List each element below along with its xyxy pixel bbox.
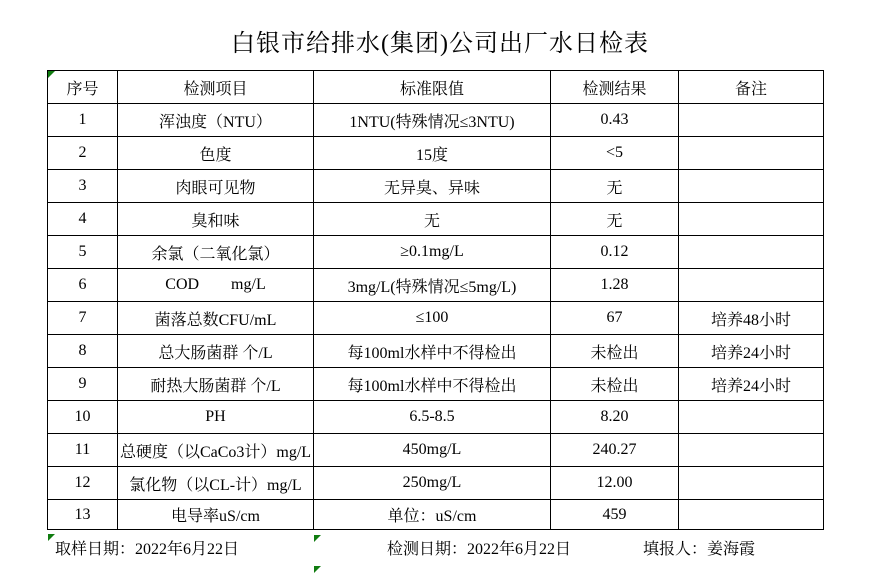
cell-item[interactable]: 臭和味 (118, 203, 314, 236)
table-row (48, 203, 824, 236)
cell-limit[interactable]: 无 (314, 203, 551, 236)
cell-note[interactable] (679, 203, 824, 236)
cell-note[interactable] (679, 137, 824, 170)
column-header-item[interactable]: 检测项目 (118, 71, 314, 104)
cell-result[interactable]: 12.00 (551, 467, 679, 500)
cell-limit[interactable]: 450mg/L (314, 434, 551, 467)
header-row (48, 71, 824, 104)
cell-limit[interactable]: 单位：uS/cm (314, 500, 551, 530)
cell-note[interactable] (679, 401, 824, 434)
cell-note[interactable]: 培养48小时 (679, 302, 824, 335)
cell-limit[interactable]: 无异臭、异味 (314, 170, 551, 203)
table-row (48, 236, 824, 269)
cell-result[interactable]: 1.28 (551, 269, 679, 302)
cell-item[interactable]: PH (118, 401, 314, 434)
cell-no[interactable]: 2 (48, 137, 118, 170)
table-row (48, 170, 824, 203)
cell-note[interactable] (679, 467, 824, 500)
cell-no[interactable]: 13 (48, 500, 118, 530)
table-row (48, 500, 824, 530)
cell-no[interactable]: 3 (48, 170, 118, 203)
sampling-date-cell[interactable]: 取样日期：2022年6月22日 (55, 541, 240, 558)
cell-item[interactable]: 总硬度（以CaCo3计）mg/L (118, 434, 314, 467)
cell-limit[interactable]: ≤100 (314, 302, 551, 335)
table-row (48, 467, 824, 500)
cell-item[interactable]: 余氯（二氧化氯） (118, 236, 314, 269)
column-header-no[interactable]: 序号 (48, 71, 118, 104)
table-row (48, 104, 824, 137)
page-title: 白银市给排水(集团)公司出厂水日检表 (231, 31, 649, 57)
cell-item[interactable]: 总大肠菌群 个/L (118, 335, 314, 368)
column-header-result[interactable]: 检测结果 (551, 71, 679, 104)
cell-result[interactable]: 67 (551, 302, 679, 335)
cell-item[interactable]: 电导率uS/cm (118, 500, 314, 530)
cell-error-indicator-icon (314, 566, 321, 573)
cell-result[interactable]: 240.27 (551, 434, 679, 467)
cell-no[interactable]: 12 (48, 467, 118, 500)
cell-note[interactable] (679, 500, 824, 530)
table-row (48, 434, 824, 467)
cell-no[interactable]: 6 (48, 269, 118, 302)
cell-no[interactable]: 11 (48, 434, 118, 467)
cell-result[interactable]: 0.12 (551, 236, 679, 269)
cell-note[interactable]: 培养24小时 (679, 368, 824, 401)
table-row (48, 302, 824, 335)
reporter-cell[interactable]: 填报人：姜海霞 (643, 541, 756, 558)
table-row (48, 401, 824, 434)
cell-no[interactable]: 9 (48, 368, 118, 401)
inspection-table (47, 70, 824, 530)
cell-result[interactable]: <5 (551, 137, 679, 170)
cell-note[interactable] (679, 269, 824, 302)
cell-error-indicator-icon (48, 534, 55, 541)
column-header-limit[interactable]: 标准限值 (314, 71, 551, 104)
cell-item[interactable]: 氯化物（以CL-计）mg/L (118, 467, 314, 500)
table-row (48, 269, 824, 302)
cell-no[interactable]: 4 (48, 203, 118, 236)
cell-error-indicator-icon (48, 71, 55, 78)
table-row (48, 335, 824, 368)
cell-result[interactable]: 无 (551, 203, 679, 236)
table-row (48, 368, 824, 401)
cell-error-indicator-icon (314, 535, 321, 542)
cell-result[interactable]: 未检出 (551, 368, 679, 401)
cell-item[interactable]: 肉眼可见物 (118, 170, 314, 203)
cell-no[interactable]: 5 (48, 236, 118, 269)
cell-note[interactable] (679, 434, 824, 467)
cell-no[interactable]: 10 (48, 401, 118, 434)
cell-no[interactable]: 1 (48, 104, 118, 137)
cell-result[interactable]: 459 (551, 500, 679, 530)
cell-note[interactable] (679, 170, 824, 203)
cell-limit[interactable]: 1NTU(特殊情况≤3NTU) (314, 104, 551, 137)
cell-item[interactable]: 菌落总数CFU/mL (118, 302, 314, 335)
cell-limit[interactable]: 250mg/L (314, 467, 551, 500)
cell-limit[interactable]: 15度 (314, 137, 551, 170)
cell-limit[interactable]: 每100ml水样中不得检出 (314, 335, 551, 368)
cell-item[interactable]: 耐热大肠菌群 个/L (118, 368, 314, 401)
cell-no[interactable]: 8 (48, 335, 118, 368)
cell-item[interactable]: 浑浊度（NTU） (118, 104, 314, 137)
cell-limit[interactable]: ≥0.1mg/L (314, 236, 551, 269)
cell-no[interactable]: 7 (48, 302, 118, 335)
cell-result[interactable]: 未检出 (551, 335, 679, 368)
cell-result[interactable]: 8.20 (551, 401, 679, 434)
test-date-cell[interactable]: 检测日期：2022年6月22日 (387, 541, 572, 558)
cell-item[interactable]: 色度 (118, 137, 314, 170)
cell-result[interactable]: 0.43 (551, 104, 679, 137)
table-row (48, 137, 824, 170)
cell-note[interactable] (679, 104, 824, 137)
cell-limit[interactable]: 6.5-8.5 (314, 401, 551, 434)
cell-result[interactable]: 无 (551, 170, 679, 203)
cell-note[interactable] (679, 236, 824, 269)
cell-limit[interactable]: 3mg/L(特殊情况≤5mg/L) (314, 269, 551, 302)
column-header-note[interactable]: 备注 (679, 71, 824, 104)
cell-note[interactable]: 培养24小时 (679, 335, 824, 368)
cell-limit[interactable]: 每100ml水样中不得检出 (314, 368, 551, 401)
cell-item[interactable]: COD mg/L (118, 269, 314, 302)
